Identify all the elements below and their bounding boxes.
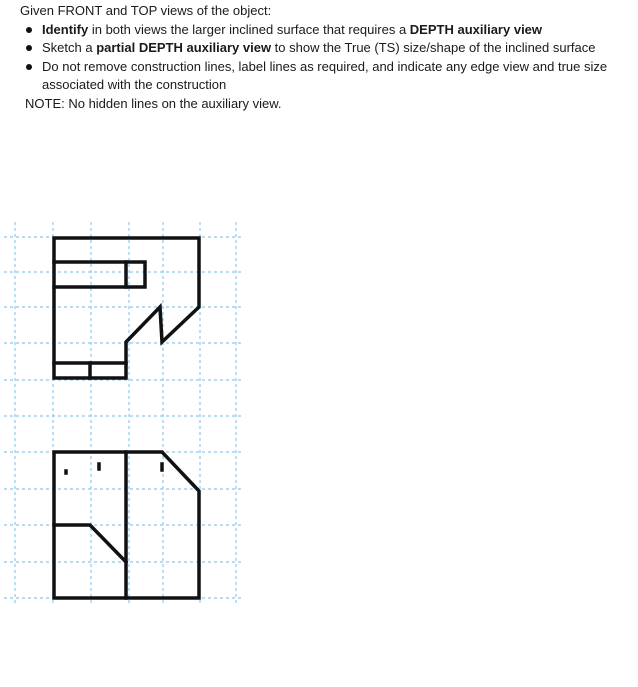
top-view-outline [54, 238, 199, 378]
note-text: NOTE: No hidden lines on the auxiliary view. [25, 95, 282, 111]
instructions-block [20, 2, 635, 113]
identify-term: DEPTH auxiliary view [409, 21, 543, 37]
identify-text: in both views the larger inclined surface that requires a [88, 21, 410, 37]
instruction-item-sketch [20, 39, 635, 58]
instruction-list [20, 21, 635, 95]
construction-text: Do not remove construction lines, label lines as required, and indicate any edge view and true size associated with the construction [42, 58, 608, 92]
instruction-item-construction [20, 58, 635, 95]
instruction-item-identify [20, 21, 635, 40]
front-view-inclined-edge [54, 525, 126, 562]
orthographic-views-figure [0, 210, 250, 610]
dashed-grid [4, 222, 244, 604]
sketch-term: partial DEPTH auxiliary view [96, 40, 272, 55]
top-view [54, 238, 199, 378]
top-view-tab [54, 262, 145, 287]
front-view [54, 452, 199, 598]
identify-lead: Identify [42, 21, 89, 37]
sketch-lead: Sketch a [42, 40, 97, 55]
sketch-text: to show the True (TS) size/shape of the inclined surface [271, 40, 596, 55]
intro-text: Given FRONT and TOP views of the object: [20, 3, 272, 18]
